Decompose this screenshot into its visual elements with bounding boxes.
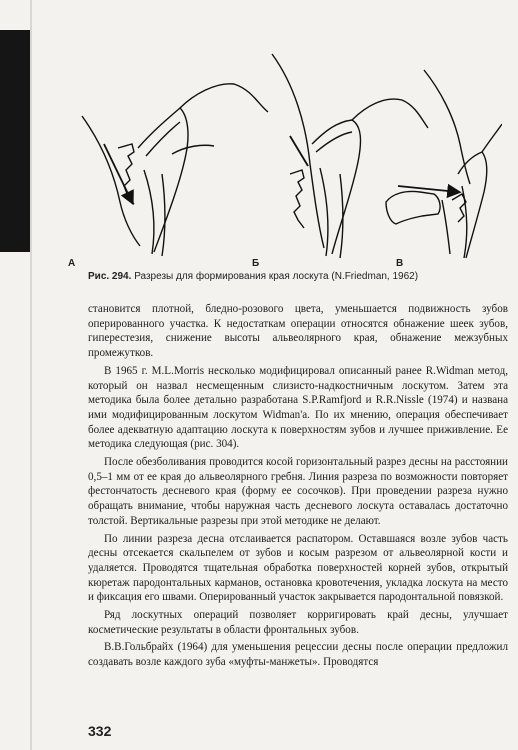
panel-a-illustration bbox=[82, 84, 268, 256]
paragraph-3: После обезболивания проводится косой горизонтальный разрез десны на расстоянии 0,5–1 мм от ее края до альвеолярного гребня. Линия разреза по возможности повторяет фестончатость десневого края (форму ее сосочков). При проведении разреза нужно обращать внимание, чтобы наружная часть десневого лоскута оставалась достаточно толстой. Вертикальные разрезы при этой методике не делают. bbox=[88, 456, 508, 527]
page-number: 332 bbox=[88, 723, 112, 739]
panel-label-a: А bbox=[68, 258, 76, 269]
panel-b-illustration bbox=[272, 54, 428, 258]
figure-294-drawing bbox=[62, 24, 502, 270]
paragraph-5: Ряд лоскутных операций позволяет корригировать край десны, улучшает косметические результаты в области фронтальных зубов. bbox=[88, 609, 508, 636]
figure-caption bbox=[88, 270, 508, 283]
paragraph-4: По линии разреза десна отслаивается распатором. Оставшаяся возле зубов часть десны отсекается скальпелем от зубов и косым разрезом от альвеолярной кости и удаляется. Проводятся тщательная обработка поверхностей корней зубов, открытый кюретаж пародонтальных карманов, остановка кровотечения, укладка лоскута на место и фиксация его швами. Оперированный участок закрывается пародонтальной повязкой. bbox=[88, 532, 508, 604]
panel-c-illustration bbox=[386, 70, 502, 258]
book-spine-shadow bbox=[0, 30, 30, 252]
paragraph-1: становится плотной, бледно-розового цвета, уменьшается подвижность зубов оперированного участка. К недостаткам операции относятся обнажение шеек зубов, гиперестезия, снижение высоты альвеолярного края, обнажение межзубных промежутков. bbox=[88, 303, 508, 360]
figure-caption-number: Рис. 294. bbox=[88, 271, 132, 282]
figure-caption-text: Разрезы для формирования края лоскута (N.Friedman, 1962) bbox=[134, 271, 419, 282]
paragraph-6: В.В.Гольбрайх (1964) для уменьшения рецессии десны после операции предложил создавать возле каждого зуба «муфты-манжеты». Проводятся bbox=[88, 641, 508, 669]
paragraph-2: В 1965 г. M.L.Morris несколько модифицировал описанный ранее R.Widman метод, который он назвал несмещенным слизисто-надкостничным лоскутом. Затем эта методика была более детально разработана S.P.Ramfjord и R.R.Nissle (1974) и названа ими модифицированным лоскутом Widman'a. По их мнению, операция обеспечивает более адекватную адаптацию лоскута к поверхностям зубов и лучшее приживление. Ее методика следующая (рис. 304). bbox=[88, 364, 508, 451]
panel-label-c: В bbox=[396, 258, 404, 269]
figure-294 bbox=[62, 24, 502, 270]
panel-label-b: Б bbox=[252, 258, 260, 269]
page-gutter bbox=[30, 0, 32, 750]
body-text bbox=[88, 302, 508, 673]
